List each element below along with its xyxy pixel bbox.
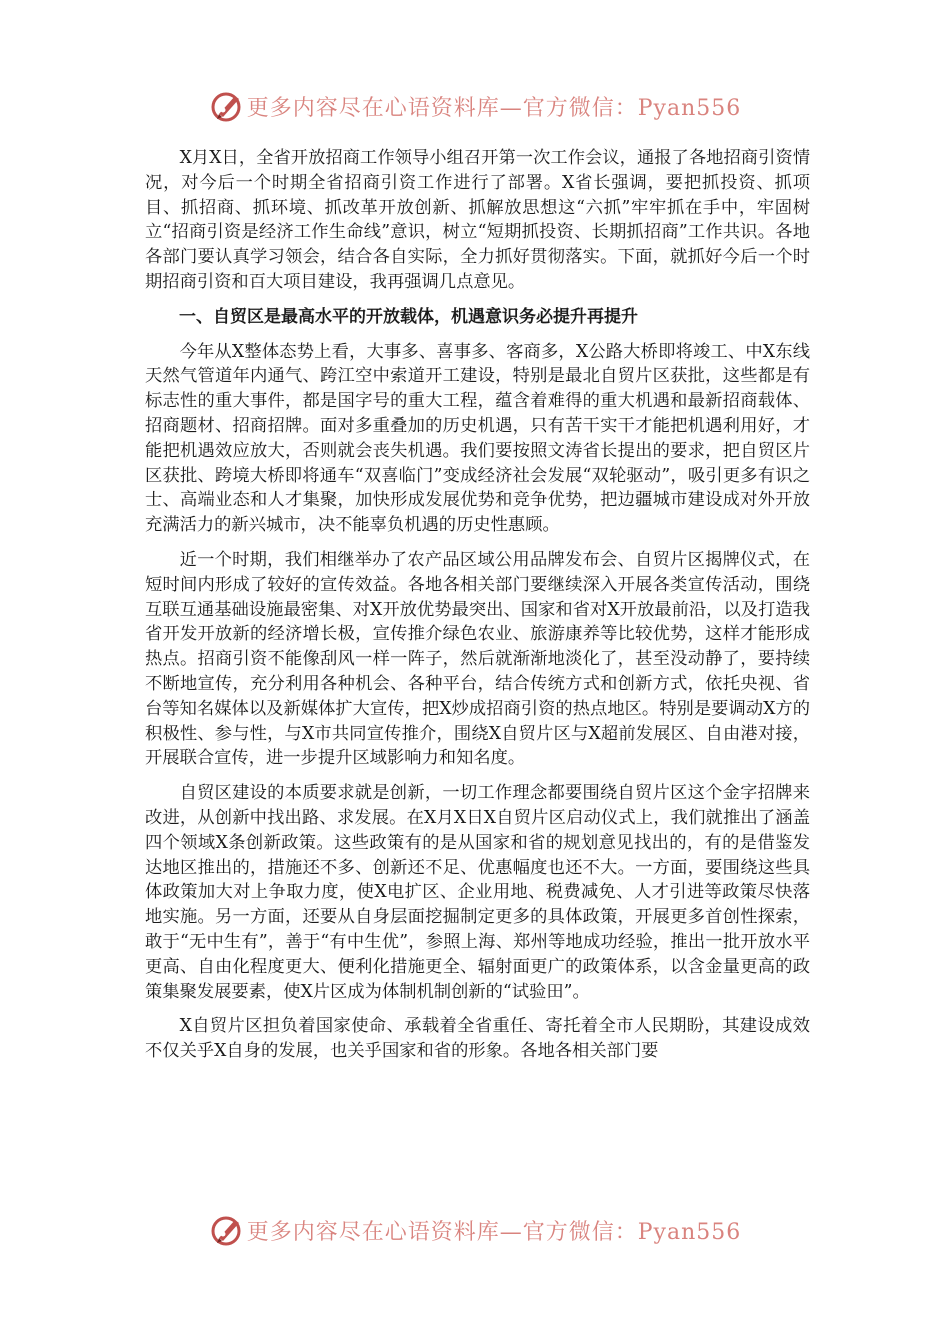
footer-banner bbox=[0, 1210, 950, 1250]
pen-logo-icon bbox=[209, 1212, 245, 1248]
section-heading: 一、自贸区是最高水平的开放载体，机遇意识务必提升再提升 bbox=[179, 306, 638, 327]
paragraph-intro: X月X日，全省开放招商工作领导小组召开第一次工作会议，通报了各地招商引资情况，对今后一个时期全省招商引资工作进行了部署。X省长强调，要把抓投资、抓项目、抓招商、抓环境、抓改革开放创新、抓解放思想这“六抓”牢牢抓在手中，牢固树立“招商引资是经济工作生命线”意识，树立“短期抓投资、长期抓招商”工作共识。各地各部门要认真学习领会，结合各自实际，全力抓好贯彻落实。下面，就抓好今后一个时期招商引资和百大项目建设，我再强调几点意见。 bbox=[145, 148, 810, 292]
header-banner bbox=[0, 86, 950, 126]
paragraph: 近一个时期，我们相继举办了农产品区域公用品牌发布会、自贸片区揭牌仪式，在短时间内形成了较好的宣传效益。各地各相关部门要继续深入开展各类宣传活动，围绕互联互通基础设施最密集、对X开放优势最突出、国家和省对X开放最前沿，以及打造我省开发开放新的经济增长极，宣传推介绿色农业、旅游康养等比较优势，这样才能形成热点。招商引资不能像刮风一样一阵子，然后就渐渐地淡化了，甚至没动静了，要持续不断地宣传，充分利用各种机会、各种平台，结合传统方式和创新方式，依托央视、省台等知名媒体以及新媒体扩大宣传，把X炒成招商引资的热点地区。特别是要调动X方的积极性、参与性，与X市共同宣传推介，围绕X自贸片区与X超前发展区、自由港对接，开展联合宣传，进一步提升区域影响力和知名度。 bbox=[145, 549, 810, 769]
header-banner-text: 更多内容尽在心语资料库—官方微信：Pyan556 bbox=[246, 95, 742, 121]
paragraph: 今年从X整体态势上看，大事多、喜事多、客商多，X公路大桥即将竣工、中X东线天然气管道年内通气、跨江空中索道开工建设，特别是最北自贸片区获批，这些都是有标志性的重大事件，都是国字号的重大工程，蕴含着难得的重大机遇和最新招商载体、招商题材、招商招牌。面对多重叠加的历史机遇，只有苦干实干才能把机遇利用好，才能把机遇效应放大，否则就会丧失机遇。我们要按照文涛省长提出的要求，把自贸区片区获批、跨境大桥即将通车“双喜临门”变成经济社会发展“双轮驱动”，吸引更多有识之士、高端业态和人才集聚，加快形成发展优势和竞争优势，把边疆城市建设成对外开放充满活力的新兴城市，决不能辜负机遇的历史性惠顾。 bbox=[145, 341, 810, 536]
footer-banner-text: 更多内容尽在心语资料库—官方微信：Pyan556 bbox=[246, 1219, 742, 1245]
pen-logo-icon bbox=[209, 88, 245, 124]
paragraph: 自贸区建设的本质要求就是创新，一切工作理念都要围绕自贸片区这个金字招牌来改进，从创新中找出路、求发展。在X月X日X自贸片区启动仪式上，我们就推出了涵盖四个领域X条创新政策。这些政策有的是从国家和省的规划意见找出的，有的是借鉴发达地区推出的，措施还不多、创新还不足、优惠幅度也还不大。一方面，要围绕这些具体政策加大对上争取力度，使X电扩区、企业用地、税费减免、人才引进等政策尽快落地实施。另一方面，还要从自身层面挖掘制定更多的具体政策，开展更多首创性探索，敢于“无中生有”，善于“有中生优”，参照上海、郑州等地成功经验，推出一批开放水平更高、自由化程度更大、便利化措施更全、辐射面更广的政策体系，以含金量更高的政策集聚发展要素，使X片区成为体制机制创新的“试验田”。 bbox=[145, 783, 810, 1002]
document-body bbox=[145, 146, 810, 1074]
paragraph: X自贸片区担负着国家使命、承载着全省重任、寄托着全市人民期盼，其建设成效不仅关乎X自身的发展，也关乎国家和省的形象。各地各相关部门要 bbox=[145, 1016, 810, 1062]
